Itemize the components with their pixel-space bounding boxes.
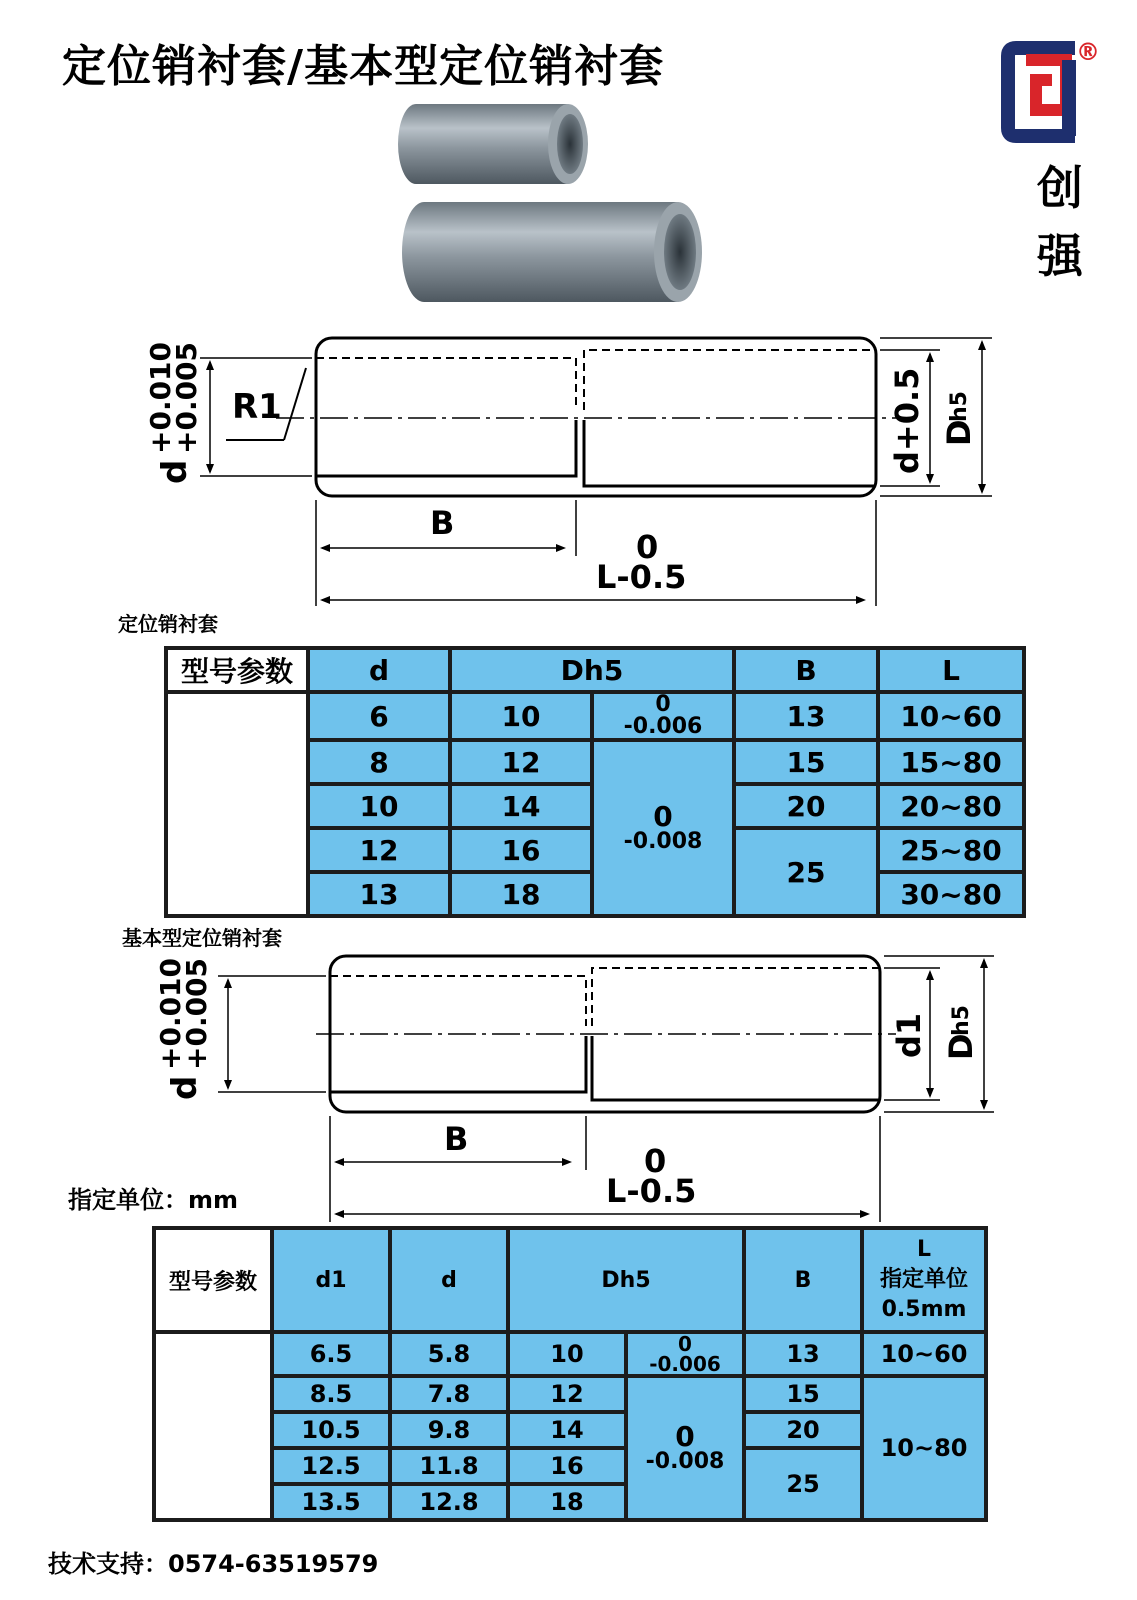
table2-header-l-line2: 指定单位 (880, 1267, 969, 1293)
L-label: L-0.5 (606, 1172, 697, 1210)
table2-cell-dh5: 12 (508, 1376, 626, 1412)
table2-cell-d: 9.8 (390, 1412, 508, 1448)
L-label: L-0.5 (596, 558, 687, 596)
table2-cell-l: 10~80 (862, 1376, 986, 1520)
d-label-left: d (165, 1075, 205, 1100)
table2-tol-rest (626, 1376, 744, 1520)
r1-label: R1 (232, 387, 282, 427)
D-sub-label: h5 (949, 1005, 974, 1036)
B-label: B (430, 504, 455, 542)
tol-upper: 0 (655, 692, 671, 717)
table1-header-l: L (878, 648, 1024, 692)
tol-upper: 0 (653, 800, 673, 833)
table-row (154, 1448, 986, 1484)
d-tol-upper: +0.010 (154, 957, 187, 1070)
tol-upper: 0 (675, 1420, 695, 1453)
table2-cell-b: 15 (744, 1376, 862, 1412)
table2-cell-d: 11.8 (390, 1448, 508, 1484)
tol-lower: -0.006 (649, 1352, 721, 1376)
table1-cell-b: 13 (734, 692, 878, 740)
tol-lower: -0.006 (623, 714, 703, 739)
section-label-bushing: 定位销衬套 (118, 612, 218, 636)
table1-cell-d: 12 (308, 828, 450, 872)
d-tol-lower: +0.005 (180, 957, 213, 1070)
table1-cell-dh5: 16 (450, 828, 592, 872)
table1-cell-l: 10~60 (878, 692, 1024, 740)
table2-cell-b: 13 (744, 1332, 862, 1376)
table2-cell-d1: 10.5 (272, 1412, 390, 1448)
table2-header-l (862, 1228, 986, 1332)
D-label: D (942, 1033, 980, 1060)
registered-mark: ® (1076, 38, 1100, 66)
d-label-left: d (155, 459, 195, 484)
table1-cell-d: 13 (308, 872, 450, 916)
L-tol-label: 0 (636, 528, 659, 566)
table2-header-d: d (390, 1228, 508, 1332)
table1-cell-d: 6 (308, 692, 450, 740)
D-label: D (940, 419, 978, 446)
table-row (154, 1332, 986, 1376)
table2-tol-first (626, 1332, 744, 1376)
table2-header-d1: d1 (272, 1228, 390, 1332)
table2-cell-d: 5.8 (390, 1332, 508, 1376)
table2-header-l-line1: L (917, 1237, 932, 1263)
D-sub-label: h5 (947, 391, 972, 422)
table2-cell-dh5: 10 (508, 1332, 626, 1376)
table1-header-d: d (308, 648, 450, 692)
table1-header-dh5: Dh5 (450, 648, 734, 692)
table-row (154, 1376, 986, 1412)
table2-cell-d1: 6.5 (272, 1332, 390, 1376)
d1-label: d1 (890, 1012, 928, 1058)
spec-table-basic-bushing (152, 1226, 988, 1522)
d-plus-label: d+0.5 (888, 367, 926, 474)
unit-note: 指定单位：mm (68, 1186, 239, 1214)
table2-header-b: B (744, 1228, 862, 1332)
tol-lower: -0.008 (645, 1449, 725, 1474)
table2-cell-l: 10~60 (862, 1332, 986, 1376)
section-label-basic-bushing: 基本型定位销衬套 (122, 926, 282, 950)
table2-param-blank (154, 1332, 272, 1520)
table2-cell-dh5: 14 (508, 1412, 626, 1448)
table1-cell-dh5: 12 (450, 740, 592, 784)
table1-cell-dh5: 18 (450, 872, 592, 916)
table2-cell-dh5: 18 (508, 1484, 626, 1520)
table2-cell-d1: 8.5 (272, 1376, 390, 1412)
table1-cell-l: 20~80 (878, 784, 1024, 828)
table2-header-dh5: Dh5 (508, 1228, 744, 1332)
table1-cell-d: 10 (308, 784, 450, 828)
table1-cell-b: 15 (734, 740, 878, 784)
table1-cell-dh5: 10 (450, 692, 592, 740)
table1-cell-l: 25~80 (878, 828, 1024, 872)
table2-cell-d1: 13.5 (272, 1484, 390, 1520)
table2-cell-b: 20 (744, 1412, 862, 1448)
table1-cell-l: 30~80 (878, 872, 1024, 916)
d-tol-upper: +0.010 (144, 341, 177, 454)
contact-line: 技术支持：0574-63519579 (48, 1550, 379, 1578)
table2-header-param: 型号参数 (154, 1228, 272, 1332)
table2-cell-d: 12.8 (390, 1484, 508, 1520)
table-row (154, 1412, 986, 1448)
table1-header-b: B (734, 648, 878, 692)
table2-cell-dh5: 16 (508, 1448, 626, 1484)
table1-header-param: 型号参数 (166, 648, 308, 692)
d-tol-lower: +0.005 (170, 341, 203, 454)
page-title: 定位销衬套/基本型定位销衬套 (62, 41, 665, 92)
table2-cell-b: 25 (744, 1448, 862, 1520)
table1-cell-dh5: 14 (450, 784, 592, 828)
brand-char-2: 强 (1037, 229, 1083, 283)
L-tol-label: 0 (644, 1142, 667, 1180)
table1-cell-b: 20 (734, 784, 878, 828)
table2-header-l-line3: 0.5mm (881, 1296, 967, 1322)
brand-char-1: 创 (1037, 161, 1083, 215)
table1-cell-d: 8 (308, 740, 450, 784)
tol-upper: 0 (678, 1332, 692, 1356)
table2-cell-d: 7.8 (390, 1376, 508, 1412)
B-label: B (444, 1120, 469, 1158)
table1-cell-l: 15~80 (878, 740, 1024, 784)
tol-lower: -0.008 (623, 829, 703, 854)
table2-cell-d1: 12.5 (272, 1448, 390, 1484)
table1-cell-b: 25 (734, 828, 878, 916)
